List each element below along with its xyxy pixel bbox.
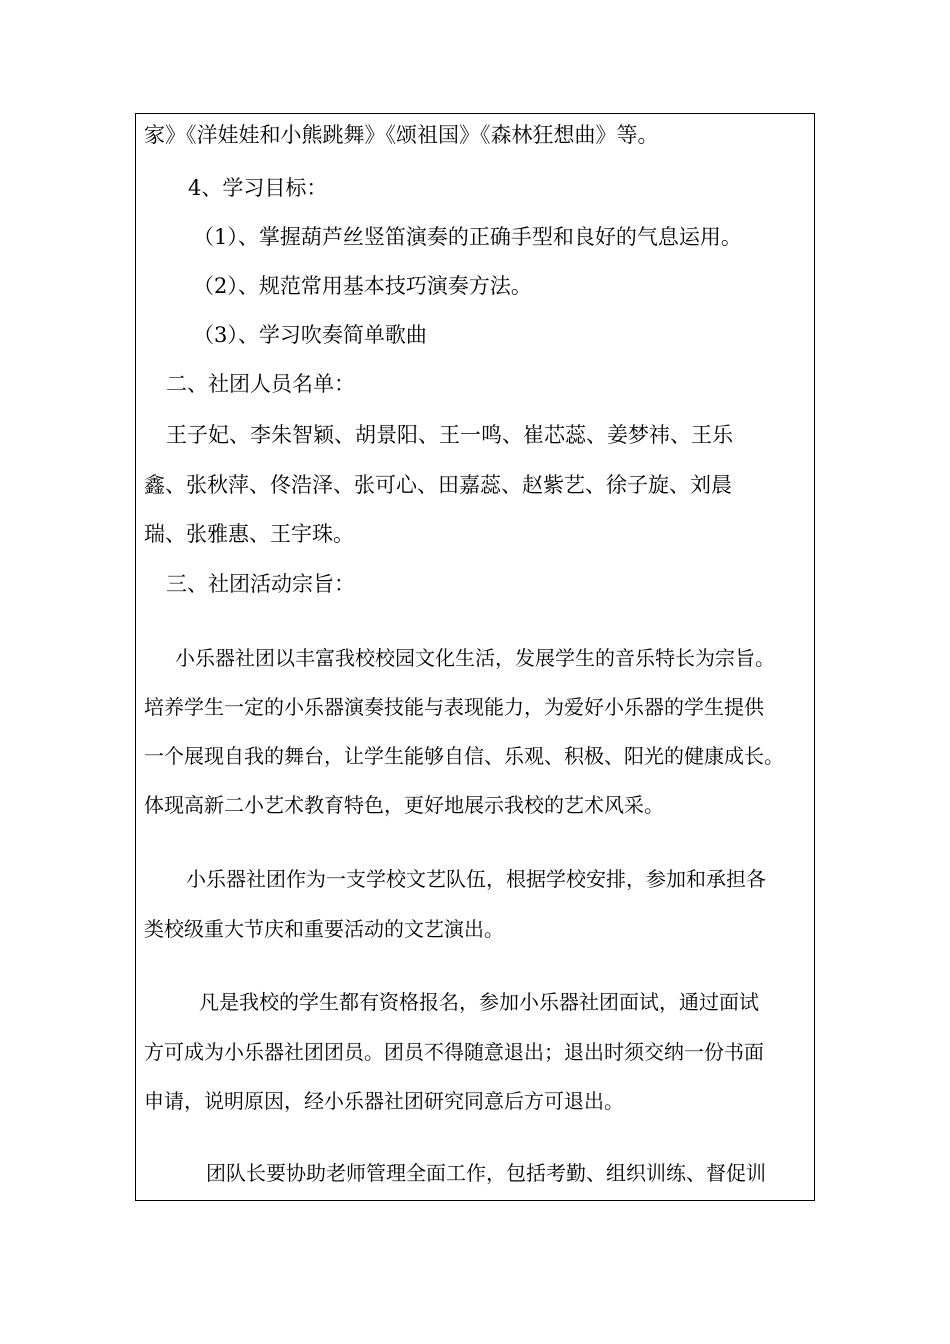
section-heading: 三、社团活动宗旨： xyxy=(166,572,355,596)
section-heading: 二、社团人员名单： xyxy=(166,372,355,396)
text-line: 小乐器社团作为一支学校文艺队伍，根据学校安排，参加和承担各 xyxy=(186,867,766,891)
text-line: 家》《洋娃娃和小熊跳舞》《颂祖国》《森林狂想曲》等。 xyxy=(144,123,659,147)
text-line: 一个展现自我的舞台，让学生能够自信、乐观、积极、阳光的健康成长。 xyxy=(144,744,784,768)
text-line: 方可成为小乐器社团团员。团员不得随意退出；退出时须交纳一份书面 xyxy=(144,1040,764,1064)
text-line: 申请，说明原因，经小乐器社团研究同意后方可退出。 xyxy=(144,1089,624,1113)
text-line: （3）、学习吹奏简单歌曲 xyxy=(193,323,427,347)
text-line: 4、学习目标： xyxy=(188,176,328,200)
text-line: （2）、规范常用基本技巧演奏方法。 xyxy=(193,274,532,298)
text-line: 瑞、张雅惠、王宇珠。 xyxy=(144,522,354,546)
text-line: 凡是我校的学生都有资格报名，参加小乐器社团面试，通过面试 xyxy=(199,990,759,1014)
text-line: 小乐器社团以丰富我校校园文化生活，发展学生的音乐特长为宗旨。 xyxy=(175,646,775,670)
text-line: （1）、掌握葫芦丝竖笛演奏的正确手型和良好的气息运用。 xyxy=(193,225,742,249)
text-line: 培养学生一定的小乐器演奏技能与表现能力，为爱好小乐器的学生提供 xyxy=(144,695,764,719)
text-line: 体现高新二小艺术教育特色，更好地展示我校的艺术风采。 xyxy=(144,793,664,817)
text-line: 团队长要协助老师管理全面工作，包括考勤、组织训练、督促训 xyxy=(206,1161,766,1185)
text-line: 鑫、张秋萍、佟浩泽、张可心、田嘉蕊、赵紫艺、徐子旋、刘晨 xyxy=(144,473,732,497)
text-line: 类校级重大节庆和重要活动的文艺演出。 xyxy=(144,917,504,941)
text-line: 王子妃、李朱智颖、胡景阳、王一鸣、崔芯蕊、姜梦祎、王乐 xyxy=(166,423,733,447)
